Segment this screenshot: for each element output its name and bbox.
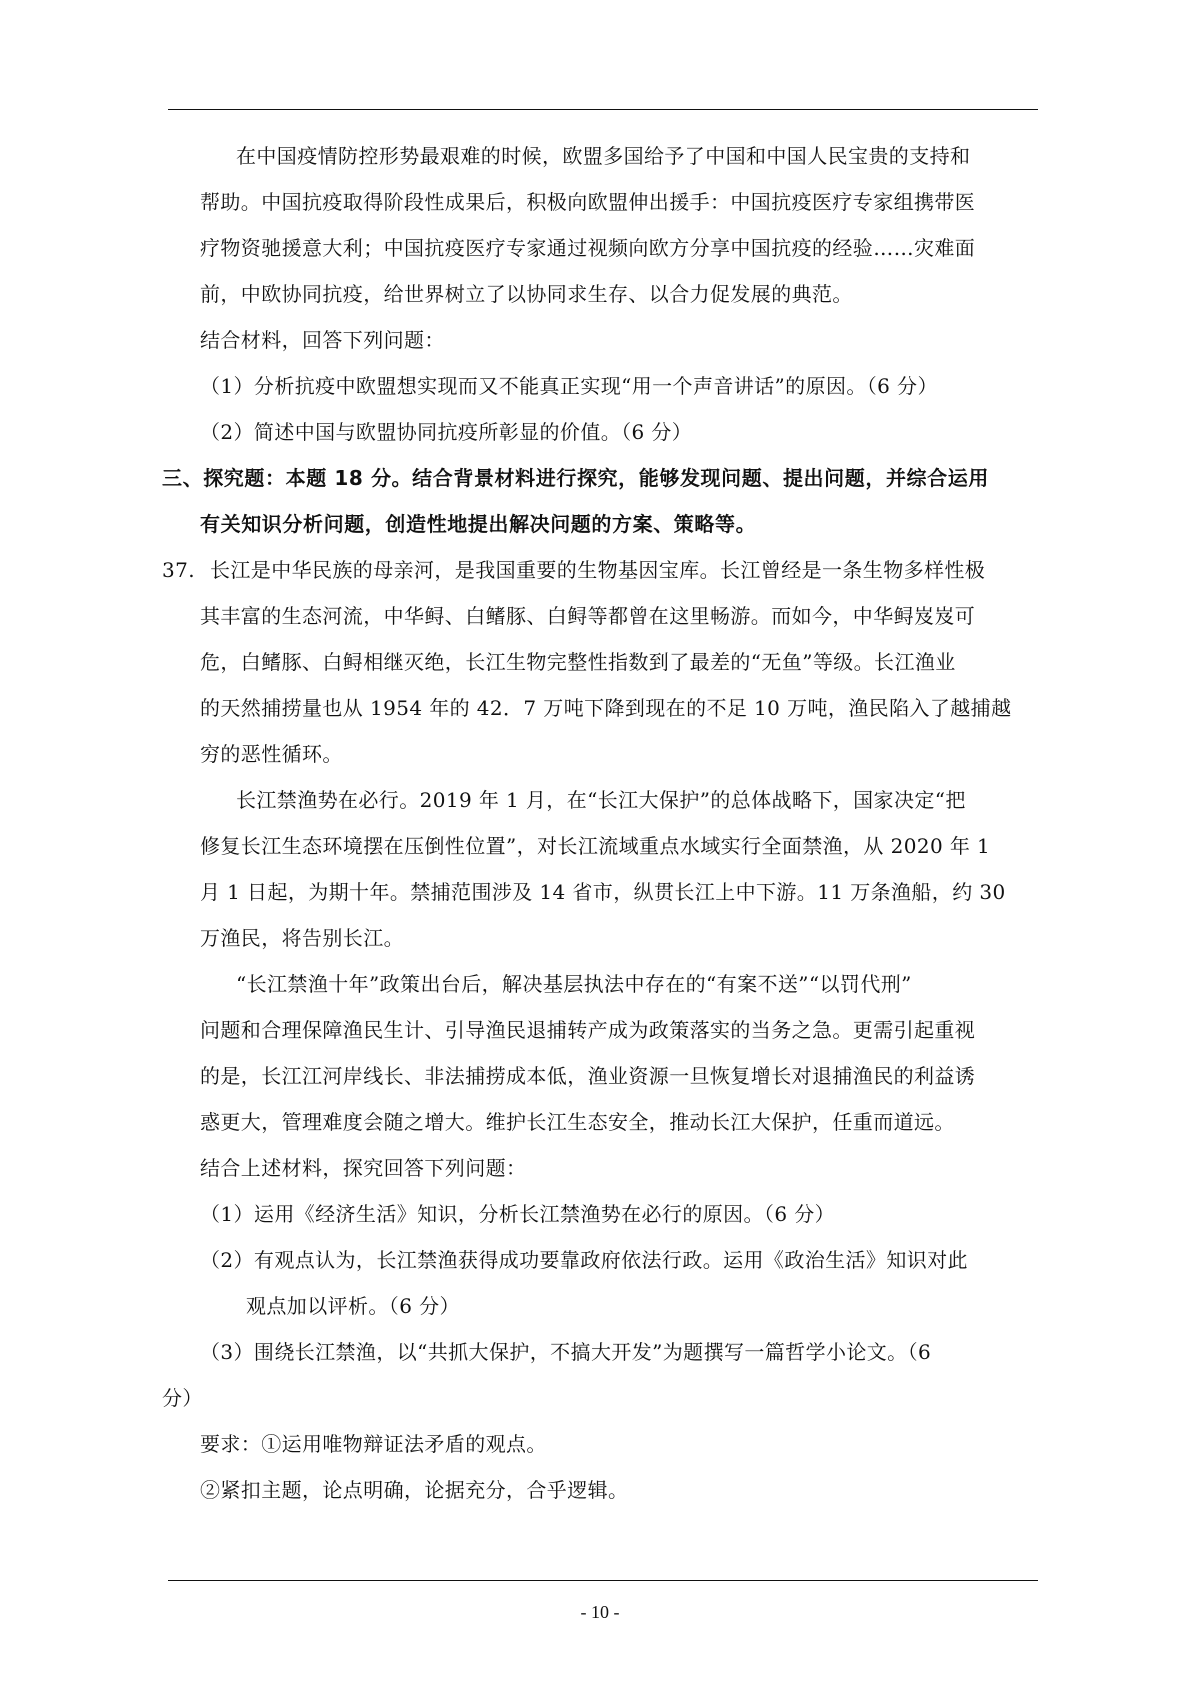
q37-para1-line-1: 长江是中华民族的母亲河，是我国重要的生物基因宝库。长江曾经是一条生物多样性极: [210, 558, 986, 582]
q37-para2-line-4: 万渔民，将告别长江。: [200, 926, 404, 950]
q37-para3-line-3: 的是，长江江河岸线长、非法捕捞成本低，渔业资源一旦恢复增长对退捕渔民的利益诱: [200, 1064, 976, 1088]
q37-sub2-line-2: 观点加以评析。（6 分）: [246, 1294, 460, 1318]
page-number: - 10 -: [580, 1602, 620, 1622]
section3-heading-line-1: 三、探究题：本题 18 分。结合背景材料进行探究，能够发现问题、提出问题，并综合运用: [162, 466, 989, 490]
q36-sub1: （1）分析抗疫中欧盟想实现而又不能真正实现“用一个声音讲话”的原因。（6 分）: [200, 374, 938, 398]
q37-sub3-line-2: 分）: [162, 1386, 203, 1410]
material-line-2: 帮助。中国抗疫取得阶段性成果后，积极向欧盟伸出援手：中国抗疫医疗专家组携带医: [200, 190, 976, 214]
material-line-3: 疗物资驰援意大利；中国抗疫医疗专家通过视频向欧方分享中国抗疫的经验……灾难面: [200, 236, 976, 260]
q37-para2-line-1: 长江禁渔势在必行。2019 年 1 月，在“长江大保护”的总体战略下，国家决定“把: [236, 788, 966, 812]
q37-sub1: （1）运用《经济生活》知识，分析长江禁渔势在必行的原因。（6 分）: [200, 1202, 836, 1226]
q37-para3-line-4: 惑更大，管理难度会随之增大。维护长江生态安全，推动长江大保护，任重而道远。: [200, 1110, 955, 1134]
q37-requirement-2: ②紧扣主题，论点明确，论据充分，合乎逻辑。: [200, 1478, 629, 1502]
section3-heading-line-2: 有关知识分析问题，创造性地提出解决问题的方案、策略等。: [200, 512, 757, 536]
q37-sub3-line-1: （3）围绕长江禁渔，以“共抓大保护，不搞大开发”为题撰写一篇哲学小论文。（6: [200, 1340, 932, 1364]
q36-sub2: （2）简述中国与欧盟协同抗疫所彰显的价值。（6 分）: [200, 420, 693, 444]
q37-first-line: [162, 556, 985, 584]
q37-para1-line-3: 危，白鳍豚、白鲟相继灭绝，长江生物完整性指数到了最差的“无鱼”等级。长江渔业: [200, 650, 956, 674]
q37-para1-line-5: 穷的恶性循环。: [200, 742, 343, 766]
q37-para3-line-1: “长江禁渔十年”政策出台后，解决基层执法中存在的“有案不送”“以罚代刑”: [236, 972, 912, 996]
q37-para3-line-2: 问题和合理保障渔民生计、引导渔民退捕转产成为政策落实的当务之急。更需引起重视: [200, 1018, 976, 1042]
q37-para2-line-2: 修复长江生态环境摆在压倒性位置”，对长江流域重点水域实行全面禁渔，从 2020 年 1: [200, 834, 991, 858]
material-line-1: 在中国疫情防控形势最艰难的时候，欧盟多国给予了中国和中国人民宝贵的支持和: [236, 144, 971, 168]
q37-prompt: 结合上述材料，探究回答下列问题：: [200, 1156, 527, 1180]
q37-para1-line-2: 其丰富的生态河流，中华鲟、白鳍豚、白鲟等都曾在这里畅游。而如今，中华鲟岌岌可: [200, 604, 976, 628]
material-line-4: 前，中欧协同抗疫，给世界树立了以协同求生存、以合力促发展的典范。: [200, 282, 853, 306]
q37-para1-line-4: 的天然捕捞量也从 1954 年的 42．7 万吨下降到现在的不足 10 万吨，渔民陷入了越捕越: [200, 696, 1012, 720]
header-rule: [168, 109, 1038, 110]
q37-sub2-line-1: （2）有观点认为，长江禁渔获得成功要靠政府依法行政。运用《政治生活》知识对此: [200, 1248, 968, 1272]
footer-rule: [168, 1580, 1038, 1581]
q37-requirement-1: 要求：①运用唯物辩证法矛盾的观点。: [200, 1432, 547, 1456]
q36-prompt: 结合材料，回答下列问题：: [200, 328, 445, 352]
question-number: 37.: [162, 558, 196, 582]
q37-para2-line-3: 月 1 日起，为期十年。禁捕范围涉及 14 省市，纵贯长江上中下游。11 万条渔船，约 30: [200, 880, 1006, 904]
